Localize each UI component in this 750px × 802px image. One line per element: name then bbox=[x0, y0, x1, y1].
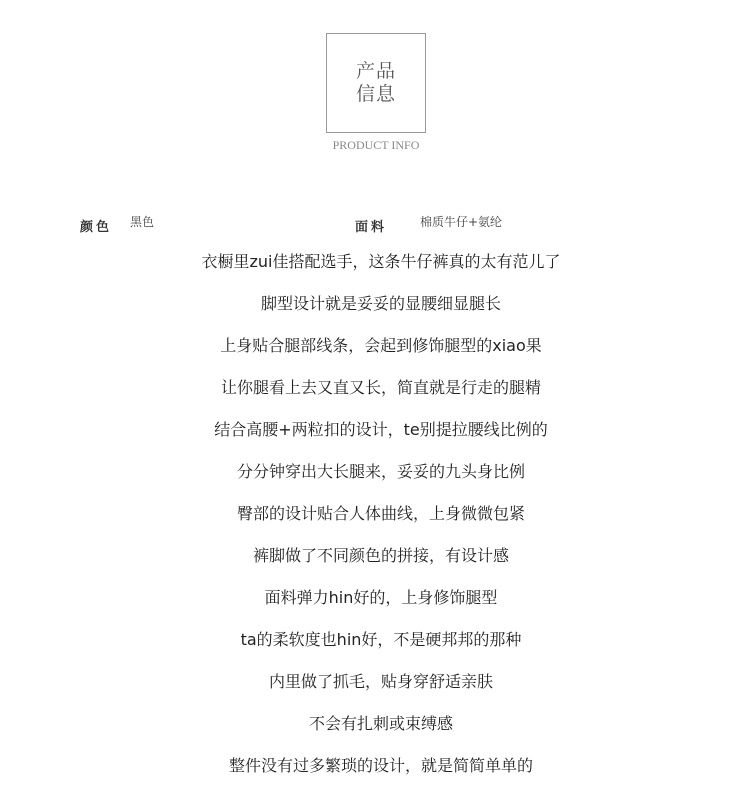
description-line: ta的柔软度也hin好，不是硬邦邦的那种 bbox=[240, 630, 522, 649]
description-line: 面料弹力hin好的，上身修饰腿型 bbox=[264, 588, 498, 607]
description-line: 衣橱里zui佳搭配选手，这条牛仔裤真的太有范儿了 bbox=[201, 252, 561, 271]
description-line: 内里做了抓毛，贴身穿舒适亲肤 bbox=[268, 672, 493, 691]
fabric-label: 面料 bbox=[355, 220, 388, 235]
color-label: 颜色 bbox=[80, 220, 113, 235]
description-line: 臀部的设计贴合人体曲线，上身微微包紧 bbox=[236, 504, 525, 523]
description-list bbox=[0, 250, 750, 796]
product-info-subtitle: PRODUCT INFO bbox=[332, 138, 420, 152]
description-line: 脚型设计就是妥妥的显腰细显腿长 bbox=[260, 294, 501, 313]
title-line-1: 产品 bbox=[355, 60, 396, 82]
description-line: 裤脚做了不同颜色的拼接，有设计感 bbox=[252, 546, 509, 565]
description-line: 分分钟穿出大长腿来，妥妥的九头身比例 bbox=[236, 462, 525, 481]
description-line: 不会有扎刺或束缚感 bbox=[308, 714, 453, 733]
description-line: 整件没有过多繁琐的设计，就是简简单单的 bbox=[228, 756, 533, 775]
fabric-value: 棉质牛仔+氨纶 bbox=[420, 215, 503, 229]
product-info-title-box bbox=[326, 33, 426, 133]
color-value: 黑色 bbox=[130, 215, 155, 229]
description-line: 结合高腰+两粒扣的设计，te别提拉腰线比例的 bbox=[214, 420, 548, 439]
description-line: 让你腿看上去又直又长，简直就是行走的腿精 bbox=[220, 378, 541, 397]
description-line: 上身贴合腿部线条，会起到修饰腿型的xiao果 bbox=[220, 336, 542, 355]
title-line-2: 信息 bbox=[355, 83, 396, 105]
